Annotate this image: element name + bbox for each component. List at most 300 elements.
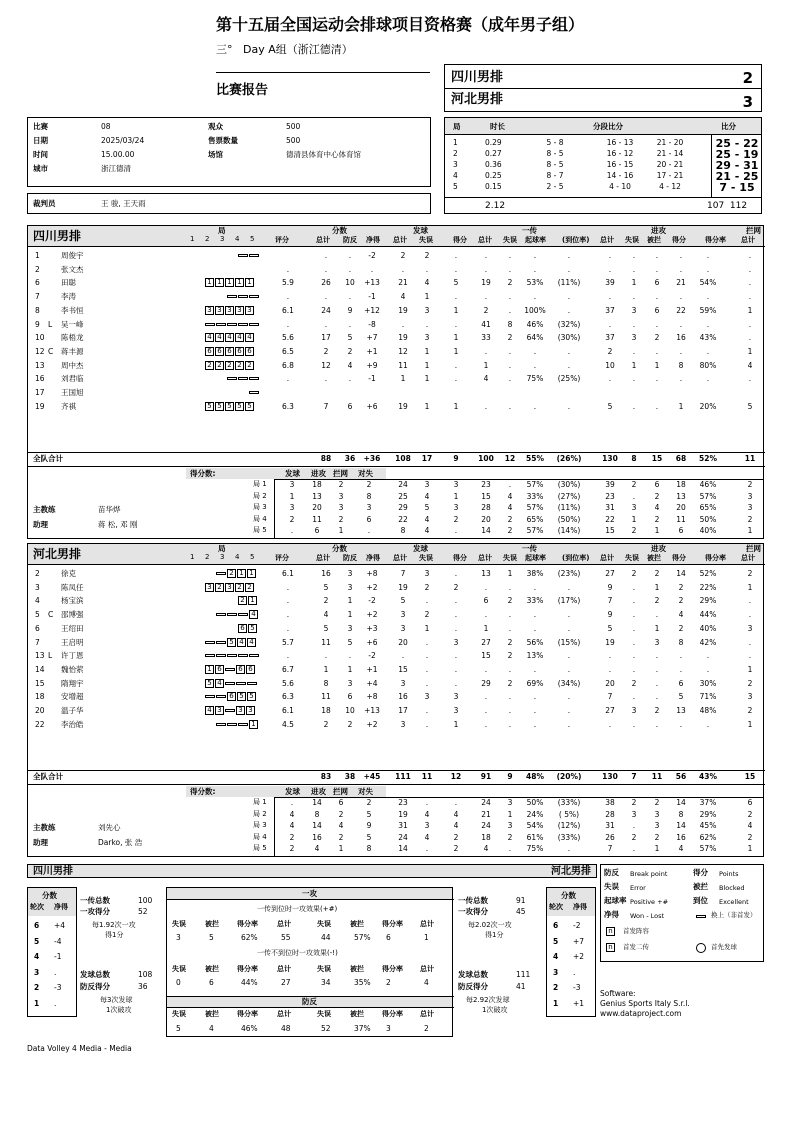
stat-bk: . xyxy=(748,319,752,329)
sets-hdr-dur: 时长 xyxy=(490,122,505,131)
setstat-apct: 57% xyxy=(699,844,717,853)
stat-pt: 24 xyxy=(321,305,331,315)
player-role: L xyxy=(48,651,53,661)
col-header: 总计 xyxy=(316,236,330,244)
so-val: 1 xyxy=(424,933,429,942)
stat-sp: . xyxy=(454,319,458,329)
stat-re: . xyxy=(508,251,512,260)
stat-rt: . xyxy=(484,346,488,356)
set-score: 25 - 22 xyxy=(715,137,759,150)
so-val: 4 xyxy=(424,978,429,987)
stat-ap: . xyxy=(679,664,683,674)
legend-key: 净得 xyxy=(604,910,619,919)
stat-wl: -2 xyxy=(368,596,376,606)
legend-key: 防反 xyxy=(604,868,619,877)
stat-at: 37 xyxy=(605,305,615,315)
stat-ab: . xyxy=(655,664,659,674)
stat-at: 27 xyxy=(605,569,615,578)
stat-ab: . xyxy=(655,292,659,302)
stat-ab: 6 xyxy=(654,305,660,315)
set-partial: 17 - 21 xyxy=(656,171,684,180)
so-val: 62% xyxy=(241,933,258,942)
stat-apct: 22% xyxy=(699,582,717,592)
setstat-apct: 50% xyxy=(699,514,717,524)
legend-desc: Error xyxy=(630,884,646,892)
referee-label: 裁判员 xyxy=(33,199,56,208)
setstat-val: 2 xyxy=(338,514,344,524)
setstat-rpos: 75% xyxy=(526,844,544,853)
left-note: 每1.92次一攻 xyxy=(92,921,136,929)
so-hdr: 被拦 xyxy=(205,965,219,973)
total-wl: +45 xyxy=(363,772,381,781)
setstat-st: 29 xyxy=(398,503,408,512)
setstat-val: 4 xyxy=(289,821,295,830)
setstat-rpos: 24% xyxy=(526,809,544,819)
stat-ap: 16 xyxy=(676,333,686,343)
hdr-block: 拦网 xyxy=(746,544,761,553)
setstat-sp: 3 xyxy=(453,480,459,489)
setstat-hdr: 发球 xyxy=(285,787,300,796)
left-rotation-box xyxy=(27,887,77,1017)
so-hdr: 被拦 xyxy=(350,965,364,973)
team-b-stats xyxy=(27,543,764,857)
col-header: 得分 xyxy=(453,236,467,244)
stat-se: . xyxy=(425,264,429,274)
info-label: 场馆 xyxy=(208,150,223,159)
so-val: 3 xyxy=(386,1024,391,1033)
so-hdr: 得分率 xyxy=(237,965,258,973)
stat-st: 17 xyxy=(398,706,408,715)
left-ycdf: 52 xyxy=(138,907,148,916)
rot-num: 2 xyxy=(553,983,559,992)
setstat-re: 2 xyxy=(507,526,513,535)
set-partial: 16 - 15 xyxy=(606,160,634,169)
player-name: 齐祺 xyxy=(61,401,76,411)
stat-ap: 21 xyxy=(676,278,686,288)
player-number: 5 xyxy=(35,610,40,620)
setstat-rt: 28 xyxy=(481,503,491,512)
setstat-val: 3 xyxy=(366,503,372,512)
info-label: 日期 xyxy=(33,136,48,145)
stat-re: 1 xyxy=(507,569,513,578)
stat-se: 3 xyxy=(424,333,430,343)
rot-val: . xyxy=(54,998,57,1008)
so-title2: 防反 xyxy=(302,997,317,1006)
setstat-se: 3 xyxy=(424,821,430,830)
match-info xyxy=(27,117,431,187)
player-name: 王启明 xyxy=(61,637,84,647)
stat-bp: . xyxy=(348,251,352,260)
col-header: 被拦 xyxy=(647,236,661,244)
stat-ae: . xyxy=(632,719,636,729)
setstat-re: . xyxy=(508,480,512,489)
total-rpos: 48% xyxy=(526,772,544,781)
stat-bk: 1 xyxy=(747,664,753,674)
stat-rpos: 53% xyxy=(526,278,544,288)
player-name: 魏怡萦 xyxy=(61,664,84,674)
stat-bk: . xyxy=(748,292,752,302)
setstat-rt: 24 xyxy=(481,821,491,830)
stat-apct: 48% xyxy=(699,706,717,715)
right-ycdf-label: 一攻得分 xyxy=(458,907,488,916)
player-name: 隋翔宇 xyxy=(61,678,84,688)
setstat-at: 38 xyxy=(605,798,615,807)
stat-re: . xyxy=(508,582,512,592)
stat-ae: . xyxy=(632,582,636,592)
stat-pt: 2 xyxy=(323,719,329,729)
stat-st: 2 xyxy=(400,251,406,260)
so-val: 3 xyxy=(176,933,181,942)
stat-bk: 2 xyxy=(747,706,753,715)
stat-ap: 6 xyxy=(678,678,684,688)
stat-bp: 1 xyxy=(347,596,353,606)
player-sets: 4 xyxy=(216,610,259,619)
so-val: 5 xyxy=(209,933,214,942)
so-val: 55 xyxy=(281,933,291,942)
stat-ap: 4 xyxy=(678,610,684,620)
info-label: 时间 xyxy=(33,150,48,159)
setstat-apct: 45% xyxy=(699,821,717,830)
set-score: 25 - 19 xyxy=(715,148,759,161)
stat-ae: 2 xyxy=(631,678,637,688)
player-number: 10 xyxy=(35,333,45,343)
setstat-hdr: 进攻 xyxy=(311,469,326,478)
setstat-ae: 1 xyxy=(631,514,637,524)
stat-rexc: (25%) xyxy=(557,374,581,384)
footer-text: Data Volley 4 Media - Media xyxy=(27,1044,132,1053)
stat-rate: 5.9 xyxy=(282,278,294,288)
stat-rt: . xyxy=(484,264,488,274)
stat-at: 39 xyxy=(605,278,615,288)
rot-num: 1 xyxy=(553,998,559,1008)
so-hdr: 失误 xyxy=(172,965,186,973)
stat-st: 19 xyxy=(398,401,408,411)
stat-ab: 2 xyxy=(654,569,660,578)
right-ycdf: 45 xyxy=(516,907,526,916)
setstat-val: 1 xyxy=(338,844,344,853)
col-header: 总计 xyxy=(741,554,755,562)
stat-sp: . xyxy=(454,251,458,260)
set-partial: 21 - 14 xyxy=(656,149,684,158)
stat-apct: . xyxy=(706,664,710,674)
stat-at: . xyxy=(608,719,612,729)
total-at: 130 xyxy=(602,772,618,781)
stat-bk: 4 xyxy=(747,360,753,370)
setstat-rexc: (14%) xyxy=(557,526,581,535)
rot-val: +1 xyxy=(573,998,585,1008)
stat-rate: 6.5 xyxy=(282,346,294,356)
stat-re: . xyxy=(508,292,512,302)
bottom-left-team: 四川男排 xyxy=(33,866,73,877)
so-val: 2 xyxy=(424,1024,429,1033)
legend-sub: 换上（非首发） xyxy=(711,911,757,919)
player-sets: 2 2 2 2 2 xyxy=(205,361,255,370)
total-se: 11 xyxy=(421,772,433,781)
stat-rpos: . xyxy=(533,664,537,674)
setstat-se: 4 xyxy=(424,809,430,819)
setstat-at: 23 xyxy=(605,491,615,501)
setstat-ap: 8 xyxy=(678,809,684,819)
stat-se: 1 xyxy=(424,292,430,302)
stat-rt: 27 xyxy=(481,637,491,647)
setstat-bk: 2 xyxy=(747,514,753,524)
total-wl: +36 xyxy=(363,454,381,463)
stat-ap: . xyxy=(679,319,683,329)
player-name: 田聪 xyxy=(61,278,76,288)
player-sets: 1 xyxy=(216,720,259,729)
stat-rt: 19 xyxy=(481,278,491,288)
stat-apct: . xyxy=(706,292,710,302)
stat-re: 2 xyxy=(507,278,513,288)
setstat-hdr: 发球 xyxy=(285,469,300,478)
setstat-label: 局 4 xyxy=(253,832,267,841)
stat-apct: 44% xyxy=(699,610,717,620)
player-name: 吴一峰 xyxy=(61,319,84,329)
player-number: 9 xyxy=(35,319,40,329)
player-name: 温子华 xyxy=(61,706,84,715)
setstat-hdr: 进攻 xyxy=(311,787,326,796)
setstat-ap: 14 xyxy=(676,798,686,807)
stat-bk: 3 xyxy=(747,692,753,702)
player-sets xyxy=(249,388,260,397)
setstat-val: 8 xyxy=(366,844,372,853)
stat-bp: . xyxy=(348,374,352,384)
setstat-val: . xyxy=(290,526,294,535)
stat-rpos: . xyxy=(533,706,537,715)
stat-re: . xyxy=(508,623,512,633)
info-label: 观众 xyxy=(208,122,223,131)
setstat-ae: 2 xyxy=(631,526,637,535)
stat-re: . xyxy=(508,305,512,315)
col-header: 评分 xyxy=(275,554,289,562)
right-note: 每2.02次一攻 xyxy=(468,921,512,929)
stat-rexc: . xyxy=(567,610,571,620)
stat-ab: 1 xyxy=(654,623,660,633)
setstat-bk: 6 xyxy=(747,798,753,807)
stat-rt: . xyxy=(484,292,488,302)
setstat-se: 4 xyxy=(424,832,430,842)
total-label: 全队合计 xyxy=(33,454,63,463)
setstat-val: 8 xyxy=(366,491,372,501)
stat-st: 7 xyxy=(400,569,406,578)
col-header: 得分 xyxy=(672,236,686,244)
total-rexc: (26%) xyxy=(556,454,582,463)
stat-apct: 71% xyxy=(699,692,717,702)
col-header: 起球率 xyxy=(525,236,546,244)
stat-bk: . xyxy=(748,651,752,661)
stat-sp: 3 xyxy=(453,706,459,715)
total-ae: 7 xyxy=(631,772,637,781)
so-val: 6 xyxy=(386,933,391,942)
setstat-apct: 62% xyxy=(699,832,717,842)
stat-st: 1 xyxy=(400,374,406,384)
stat-bk: . xyxy=(748,596,752,606)
set-partial: 4 - 12 xyxy=(659,182,681,191)
player-sets xyxy=(205,651,260,660)
stat-rpos: 33% xyxy=(526,596,544,606)
info-value: 500 xyxy=(286,136,301,145)
team-b-name: 河北男排 xyxy=(451,92,504,107)
rot-hdr: 分数 xyxy=(42,891,57,900)
stat-ab: . xyxy=(655,678,659,688)
total-se: 17 xyxy=(421,454,433,463)
so-hdr: 总计 xyxy=(277,1010,291,1018)
so-val: 27 xyxy=(281,978,291,987)
so-hdr: 得分率 xyxy=(237,920,258,928)
setstat-label: 局 1 xyxy=(253,480,267,488)
player-sets xyxy=(205,320,260,329)
col-header: 总计 xyxy=(478,554,492,562)
stat-ae: . xyxy=(632,319,636,329)
stat-apct: 43% xyxy=(699,333,717,343)
stat-ap: 2 xyxy=(678,623,684,633)
stat-ap: . xyxy=(679,651,683,661)
stat-apct: 52% xyxy=(699,569,717,578)
legend-first-serve: 首先发球 xyxy=(711,943,737,951)
legend-desc: Won - Lost xyxy=(630,912,665,920)
legend-box: 防反 Break point 得分 Points 失误 Error 被拦 Blocked 起球率 Positive +# 到位 Excellent 净得 Won - Lost 换上（非首发） n 首发阵容 n 首发二传 首先发球 xyxy=(600,864,764,962)
setstat-val: 2 xyxy=(338,809,344,819)
stat-rt: 6 xyxy=(483,596,489,606)
stat-pt: . xyxy=(324,292,328,302)
so-val: 6 xyxy=(209,978,214,987)
stat-at: . xyxy=(608,251,612,260)
stat-bk: 1 xyxy=(747,582,753,592)
so-hdr: 得分率 xyxy=(237,1010,258,1018)
total-rt: 91 xyxy=(480,772,492,781)
stat-rt: 15 xyxy=(481,651,491,661)
set-score: 29 - 31 xyxy=(715,159,759,172)
right-yc: 91 xyxy=(516,896,526,905)
hdr-serve: 发球 xyxy=(413,226,428,235)
setstat-rt: 4 xyxy=(483,844,489,853)
total-rpos: 55% xyxy=(526,454,544,463)
setstat-rpos: 57% xyxy=(526,480,544,489)
stat-se: 3 xyxy=(424,569,430,578)
setstat-sp: 2 xyxy=(453,844,459,853)
col-header: 防反 xyxy=(343,236,357,244)
coach-name: 苗华烨 xyxy=(98,505,121,514)
stat-sp: . xyxy=(454,651,458,661)
sets-hdr-partial: 分段比分 xyxy=(593,122,623,131)
stat-sp: 1 xyxy=(453,305,459,315)
player-number: 6 xyxy=(35,623,40,633)
stat-se: . xyxy=(425,706,429,715)
referee-box xyxy=(27,193,431,214)
stat-pt: 2 xyxy=(323,346,329,356)
player-sets xyxy=(205,251,260,260)
stat-rate: 4.5 xyxy=(282,719,294,729)
stat-at: 9 xyxy=(607,610,613,620)
set-duration: 0.29 xyxy=(485,138,502,147)
stat-rexc: . xyxy=(567,305,571,315)
stat-ae: . xyxy=(632,623,636,633)
info-value: 德清县体育中心体育馆 xyxy=(286,150,361,159)
stat-sp: 1 xyxy=(453,401,459,411)
stat-rate: . xyxy=(286,319,290,329)
player-number: 16 xyxy=(35,374,45,384)
setstat-val: . xyxy=(367,526,371,535)
legend-desc: Break point xyxy=(630,870,668,878)
stat-rexc: . xyxy=(567,651,571,661)
so-hdr: 失误 xyxy=(317,920,331,928)
setstat-st: 14 xyxy=(398,844,408,853)
setstat-val: 6 xyxy=(366,514,372,524)
stat-rpos: . xyxy=(533,719,537,729)
setstat-ae: 3 xyxy=(631,503,637,512)
stat-at: . xyxy=(608,319,612,329)
so-val: 0 xyxy=(176,978,181,987)
setstat-rt: 20 xyxy=(481,514,491,524)
stat-re: 2 xyxy=(507,651,513,661)
stat-wl: +4 xyxy=(366,678,378,688)
col-header: 总计 xyxy=(600,236,614,244)
stat-at: 5 xyxy=(607,623,613,633)
stat-sp: 1 xyxy=(453,719,459,729)
stat-st: . xyxy=(401,319,405,329)
info-value: 浙江德清 xyxy=(101,164,131,173)
setstat-se: . xyxy=(425,798,429,807)
player-number: 13 xyxy=(35,651,45,661)
total-st: 108 xyxy=(395,454,411,463)
col-header: 失误 xyxy=(419,554,433,562)
stat-bp: 2 xyxy=(347,719,353,729)
so-hdr: 被拦 xyxy=(205,1010,219,1018)
stat-pt: . xyxy=(324,319,328,329)
stat-re: . xyxy=(508,374,512,384)
team-b-sets: 3 xyxy=(742,93,753,111)
setstat-ap: 16 xyxy=(676,832,686,842)
set-score: 7 - 15 xyxy=(719,181,755,194)
stat-apct: . xyxy=(706,251,710,260)
rot-val: -4 xyxy=(54,936,62,946)
stat-sp: . xyxy=(454,610,458,620)
total-re: 12 xyxy=(504,454,516,463)
stat-se: 3 xyxy=(424,692,430,702)
stat-rpos: . xyxy=(533,346,537,356)
stat-rpos: 75% xyxy=(526,374,544,384)
rot-num: 5 xyxy=(34,936,40,946)
setstat-re: 4 xyxy=(507,491,513,501)
setstat-bk: 2 xyxy=(747,809,753,819)
hdr-set-num: 3 xyxy=(220,553,225,561)
stat-rpos: 100% xyxy=(524,305,546,315)
setstat-bk: 3 xyxy=(747,491,753,501)
rot-hdr: 轮次 xyxy=(30,903,44,911)
stat-st: 4 xyxy=(400,292,406,302)
stat-rexc: . xyxy=(567,360,571,370)
set-partial: 8 - 5 xyxy=(546,160,564,169)
stat-st: 11 xyxy=(398,360,408,370)
player-name: 李书恒 xyxy=(61,305,84,315)
total-bk: 11 xyxy=(744,454,756,463)
stat-st: 19 xyxy=(398,305,408,315)
player-sets: 1 6 6 6 xyxy=(205,665,256,674)
stat-rexc: (15%) xyxy=(557,637,581,647)
stat-pt: . xyxy=(324,264,328,274)
report-title: 比赛报告 xyxy=(216,83,269,98)
setstat-rpos: 61% xyxy=(526,832,544,842)
setstat-ae: . xyxy=(632,491,636,501)
stat-ab: . xyxy=(655,719,659,729)
player-sets: 6 5 xyxy=(238,624,258,633)
rot-num: 6 xyxy=(553,921,559,930)
rot-hdr: 净得 xyxy=(573,903,587,911)
stat-wl: -1 xyxy=(368,292,376,302)
stat-rt: 29 xyxy=(481,678,491,688)
so-val: 44% xyxy=(241,978,258,987)
assist-name: 蒋 松, 邓 刚 xyxy=(98,520,138,529)
